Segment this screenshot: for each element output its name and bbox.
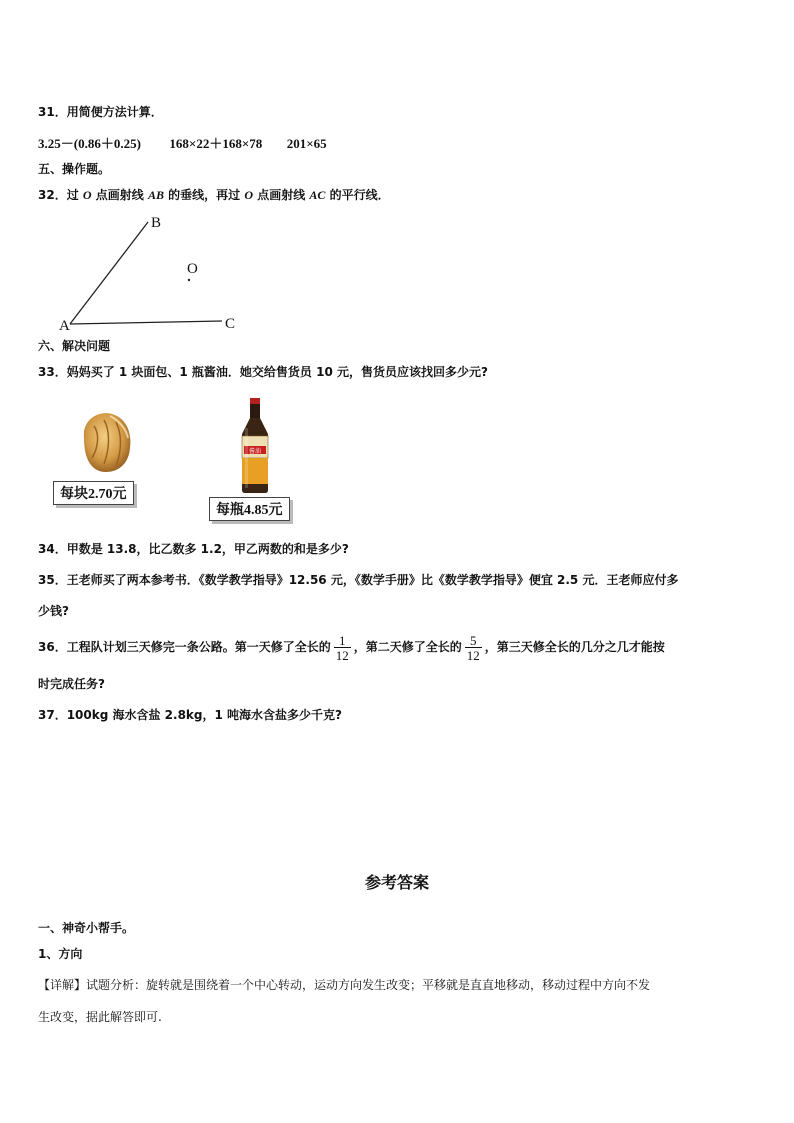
bread-image — [76, 408, 136, 474]
answers-detail-line1: 【详解】试题分析：旋转就是围绕着一个中心转动，运动方向发生改变；平移就是直直地移动，移动过程中方向不发 — [38, 978, 651, 992]
q32-prefix: 32．过 — [38, 188, 79, 202]
q31-title: 31．用简便方法计算． — [38, 105, 163, 119]
q36-part3: ，第三天修全长的几分之几才能按 — [484, 640, 665, 654]
section6-heading: 六、解决问题 — [38, 339, 111, 353]
label-a: A — [59, 318, 70, 334]
q36-part2: ，第二天修了全长的 — [353, 640, 462, 654]
fraction-5-12 — [465, 634, 482, 662]
q34-text: 34．甲数是 13.8，比乙数多 1.2，甲乙两数的和是多少? — [38, 542, 349, 556]
q32-ray-ab: AB — [147, 188, 164, 202]
q31-expr2: 168×22＋168×78 — [169, 136, 263, 151]
soy-sauce-bottle-image — [234, 398, 276, 494]
ray-ab — [70, 222, 148, 324]
q36-line1 — [38, 628, 665, 666]
q35-line2: 少钱? — [38, 604, 69, 618]
q32-mid3: 点画射线 — [257, 188, 306, 202]
answers-section1: 一、神奇小帮手。 — [38, 921, 135, 935]
fraction-numerator: 1 — [338, 632, 346, 648]
answers-detail-line2: 生改变，据此解答即可. — [38, 1010, 162, 1024]
point-o-dot — [188, 279, 190, 281]
bottle-price-tag: 每瓶4.85元 — [209, 497, 290, 521]
q32-point-o2: O — [244, 188, 254, 202]
q31-expressions — [38, 136, 327, 152]
bread-price-tag: 每块2.70元 — [53, 481, 134, 505]
fraction-numerator: 5 — [469, 632, 477, 648]
angle-diagram — [50, 208, 260, 338]
label-c: C — [225, 316, 236, 332]
q32-text — [38, 187, 390, 203]
label-o: O — [187, 261, 198, 277]
bottle-label-text: 酱油 — [248, 448, 262, 455]
label-b: B — [151, 215, 162, 231]
q31-expr3: 201×65 — [286, 136, 327, 151]
q32-point-o: O — [82, 188, 92, 202]
answers-item1: 1、方向 — [38, 947, 83, 961]
q31-expr1: 3.25－(0.86＋0.25) — [38, 136, 141, 151]
q36-part1: 36．工程队计划三天修完一条公路。第一天修了全长的 — [38, 640, 331, 654]
q32-suffix: 的平行线． — [329, 188, 390, 202]
q32-ray-ac: AC — [309, 188, 326, 202]
fraction-denominator: 12 — [335, 647, 349, 663]
ray-ac — [70, 321, 222, 324]
fraction-1-12 — [334, 634, 351, 662]
q33-text: 33．妈妈买了 1 块面包、1 瓶酱油．她交给售货员 10 元，售货员应该找回多少元? — [38, 365, 488, 379]
q32-mid2: 的垂线，再过 — [168, 188, 241, 202]
section5-heading: 五、操作题。 — [38, 162, 111, 176]
answers-title: 参考答案 — [364, 873, 429, 892]
q36-line2: 时完成任务? — [38, 677, 105, 691]
q35-line1: 35．王老师买了两本参考书．《数学教学指导》12.56 元，《数学手册》比《数学教学指导》便宜 2.5 元．王老师应付多 — [38, 573, 679, 587]
q37-text: 37．100kg 海水含盐 2.8kg，1 吨海水含盐多少千克? — [38, 708, 342, 722]
fraction-denominator: 12 — [466, 647, 480, 663]
q32-mid1: 点画射线 — [95, 188, 144, 202]
